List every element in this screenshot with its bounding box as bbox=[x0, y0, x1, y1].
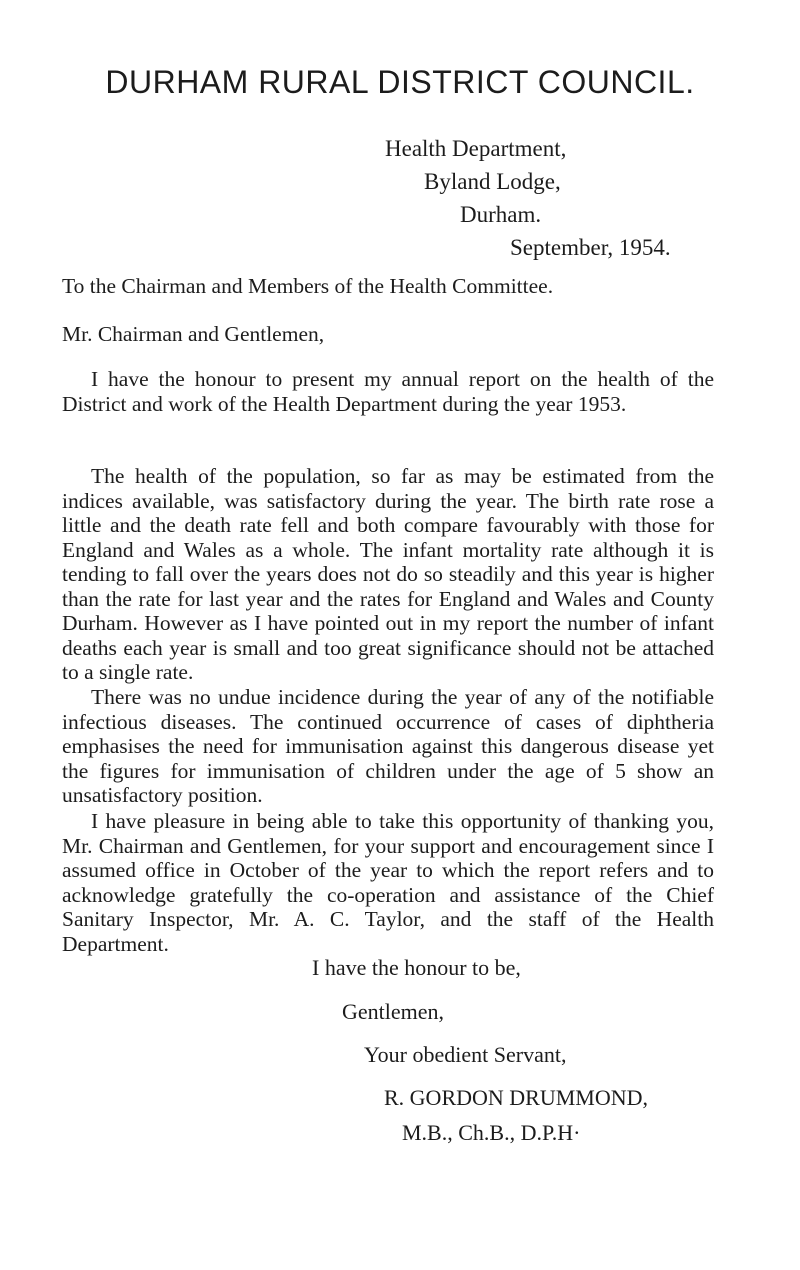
paragraph-acknowledgement bbox=[62, 809, 714, 956]
letter-date: September, 1954. bbox=[510, 235, 671, 260]
paragraph-text: The health of the population, so far as may be estimated from the indices available, was satisfactory during the year. The birth rate rose a little and the death rate fell and both compare favourably with those for England and Wales as a whole. The infant mortality rate although it is tending to fall over the years does not do so steadily and this year is higher than the rate for last year and the rates for England and Wales and County Durham. However as I have pointed out in my report the number of infant deaths each year is small and too great significance should not be attached to a single rate. bbox=[62, 464, 714, 684]
signatory-name: R. GORDON DRUMMOND, bbox=[384, 1085, 649, 1110]
paragraph-infectious-diseases bbox=[62, 685, 714, 808]
greeting-line: Mr. Chairman and Gentlemen, bbox=[62, 322, 325, 346]
signatory-qualifications: M.B., Ch.B., D.P.H· bbox=[402, 1120, 581, 1145]
paragraph-text: I have the honour to present my annual report on the health of the District and work of the Health Department during the year 1953. bbox=[62, 367, 714, 416]
paragraph-introduction bbox=[62, 367, 714, 416]
sender-address bbox=[300, 132, 800, 264]
closing-honour: I have the honour to be, bbox=[312, 955, 521, 980]
address-line-department: Health Department, bbox=[385, 136, 567, 161]
closing-gentlemen: Gentlemen, bbox=[342, 999, 445, 1024]
address-line-city: Durham. bbox=[460, 202, 542, 227]
council-heading: DURHAM RURAL DISTRICT COUNCIL. bbox=[105, 64, 695, 100]
paragraph-text: I have pleasure in being able to take this opportunity of thanking you, Mr. Chairman and Gentlemen, for your support and encouragement since I assumed office in October of the year to which the report refers and to acknowledge gratefully the co-operation and assistance of the Chief Sanitary Inspector, Mr. A. C. Taylor, and the staff of the Health Department. bbox=[62, 809, 714, 956]
address-line-lodge: Byland Lodge, bbox=[424, 169, 561, 194]
addressee-line: To the Chairman and Members of the Health Committee. bbox=[62, 274, 554, 298]
closing-servant: Your obedient Servant, bbox=[364, 1042, 567, 1067]
paragraph-text: There was no undue incidence during the year of any of the notifiable infectious diseases. The continued occurrence of cases of diphtheria emphasises the need for immunisation against this dangerous disease yet the figures for immunisation of children under the age of 5 show an unsatisfactory position. bbox=[62, 685, 714, 807]
paragraph-population-health bbox=[62, 464, 714, 685]
